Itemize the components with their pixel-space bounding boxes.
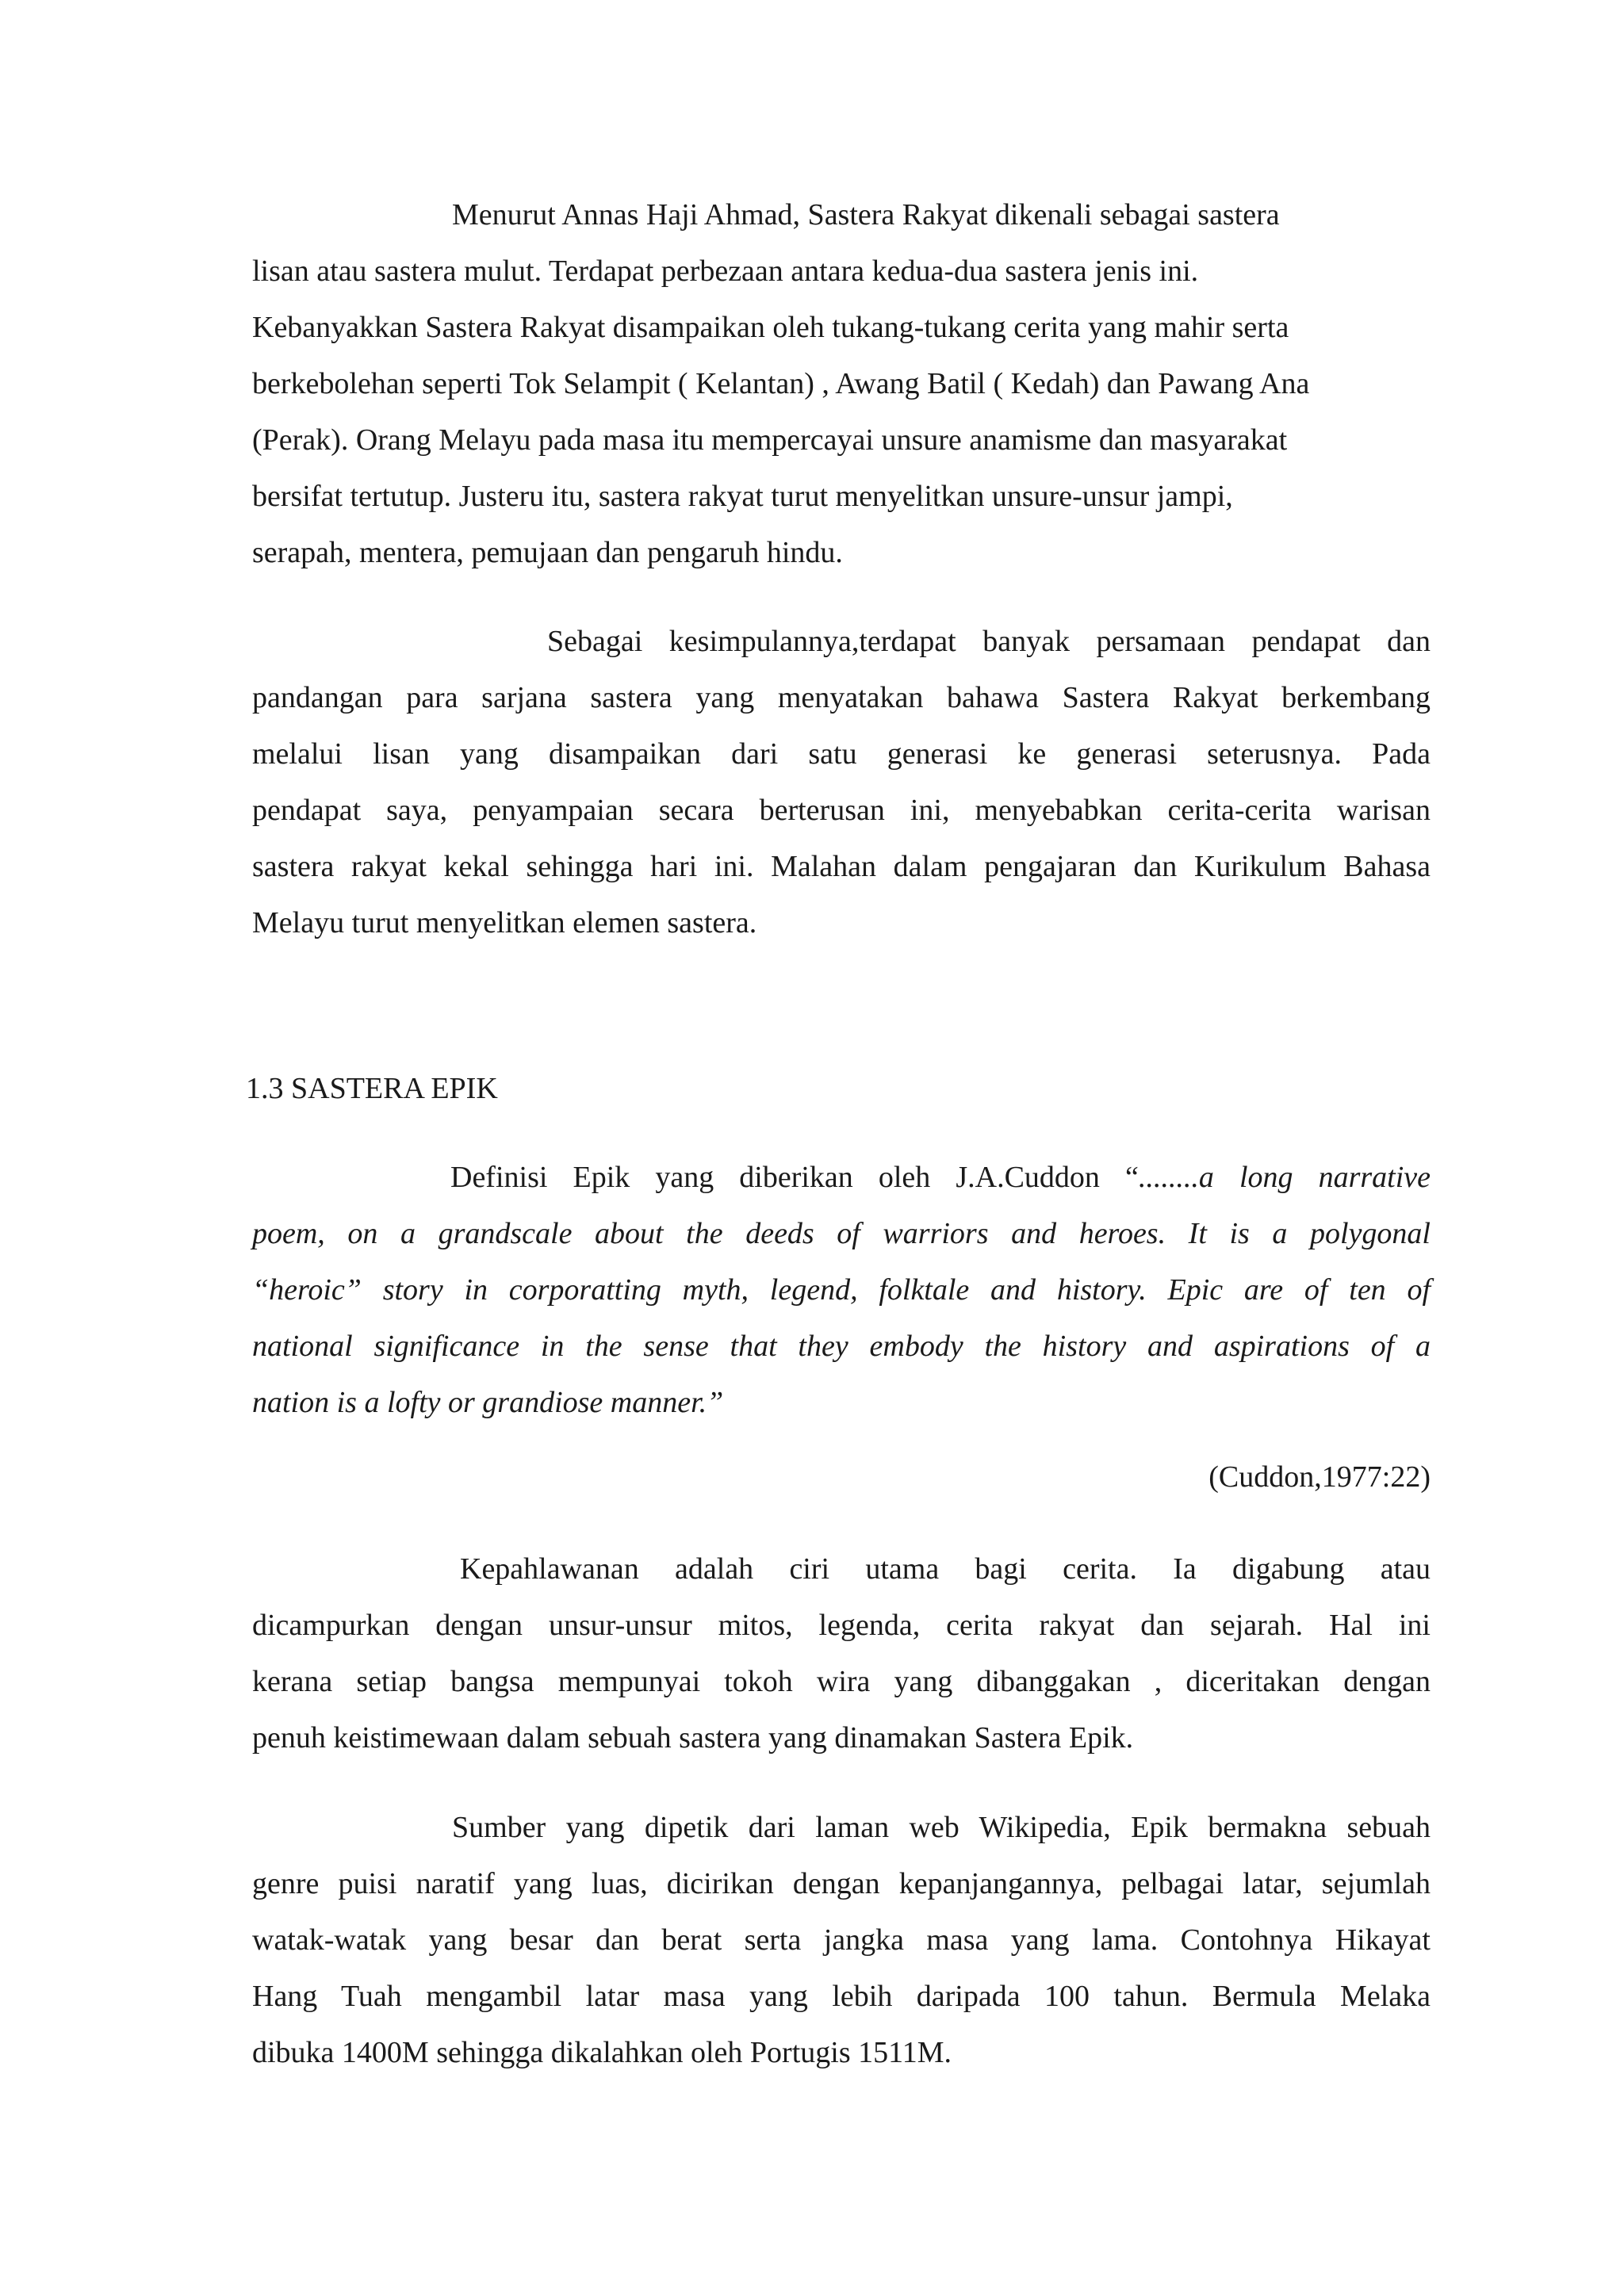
quote-text: ........a long narrative [1138,1161,1431,1194]
section-heading: 1.3 SASTERA EPIK [246,1072,498,1105]
paragraph-annas-haji-ahmad [252,187,1431,581]
paragraph-line: Kebanyakkan Sastera Rakyat disampaikan oleh tukang-tukang cerita yang mahir serta [252,311,1289,344]
paragraph-line: sastera rakyat kekal sehingga hari ini. Malahan dalam pengajaran dan Kurikulum Bahasa [252,850,1431,883]
paragraph-kesimpulan [252,614,1431,951]
paragraph-line: Melayu turut menyelitkan elemen sastera. [252,906,757,939]
paragraph-line: pandangan para sarjana sastera yang menyatakan bahawa Sastera Rakyat berkembang [252,681,1431,714]
paragraph-line: genre puisi naratif yang luas, dicirikan dengan kepanjangannya, pelbagai latar, sejumlah [252,1867,1431,1900]
paragraph-line: Hang Tuah mengambil latar masa yang lebih daripada 100 tahun. Bermula Melaka [252,1980,1431,2013]
definition-intro: Definisi Epik yang diberikan oleh J.A.Cuddon “ [450,1161,1139,1194]
paragraph-line [252,1150,1431,1206]
quote-line: “heroic” story in corporatting myth, legend, folktale and history. Epic are of ten of [252,1273,1431,1307]
paragraph-line: (Perak). Orang Melayu pada masa itu mempercayai unsure anamisme dan masyarakat [252,423,1288,457]
paragraph-line: Menurut Annas Haji Ahmad, Sastera Rakyat dikenali sebagai sastera [452,198,1280,232]
paragraph-line: Sebagai kesimpulannya,terdapat banyak persamaan pendapat dan [547,625,1431,658]
paragraph-line: penuh keistimewaan dalam sebuah sastera yang dinamakan Sastera Epik. [252,1721,1134,1755]
paragraph-line: melalui lisan yang disampaikan dari satu generasi ke generasi seterusnya. Pada [252,737,1431,771]
paragraph-line: bersifat tertutup. Justeru itu, sastera rakyat turut menyelitkan unsure-unsur jampi, [252,480,1233,513]
paragraph-kepahlawanan [252,1541,1431,1766]
paragraph-line: pendapat saya, penyampaian secara berterusan ini, menyebabkan cerita-cerita warisan [252,794,1431,827]
quote-line: poem, on a grandscale about the deeds of warriors and heroes. It is a polygonal [252,1217,1431,1250]
citation: (Cuddon,1977:22) [1208,1460,1431,1494]
quote-line: nation is a lofty or grandiose manner.” [252,1386,724,1419]
paragraph-definisi-epik [252,1150,1431,1431]
paragraph-line: kerana setiap bangsa mempunyai tokoh wira yang dibanggakan , diceritakan dengan [252,1665,1431,1698]
paragraph-sumber-wikipedia [252,1800,1431,2081]
paragraph-line: lisan atau sastera mulut. Terdapat perbezaan antara kedua-dua sastera jenis ini. [252,254,1199,288]
paragraph-line: serapah, mentera, pemujaan dan pengaruh hindu. [252,536,843,569]
paragraph-line: dicampurkan dengan unsur-unsur mitos, legenda, cerita rakyat dan sejarah. Hal ini [252,1609,1431,1642]
paragraph-line: Sumber yang dipetik dari laman web Wikipedia, Epik bermakna sebuah [452,1811,1431,1844]
paragraph-line: Kepahlawanan adalah ciri utama bagi cerita. Ia digabung atau [460,1552,1431,1586]
quote-line: national significance in the sense that they embody the history and aspirations of a [252,1330,1431,1363]
paragraph-line: watak-watak yang besar dan berat serta jangka masa yang lama. Contohnya Hikayat [252,1923,1431,1957]
paragraph-line: dibuka 1400M sehingga dikalahkan oleh Portugis 1511M. [252,2036,952,2069]
paragraph-line: berkebolehan seperti Tok Selampit ( Kelantan) , Awang Batil ( Kedah) dan Pawang Ana [252,367,1310,400]
